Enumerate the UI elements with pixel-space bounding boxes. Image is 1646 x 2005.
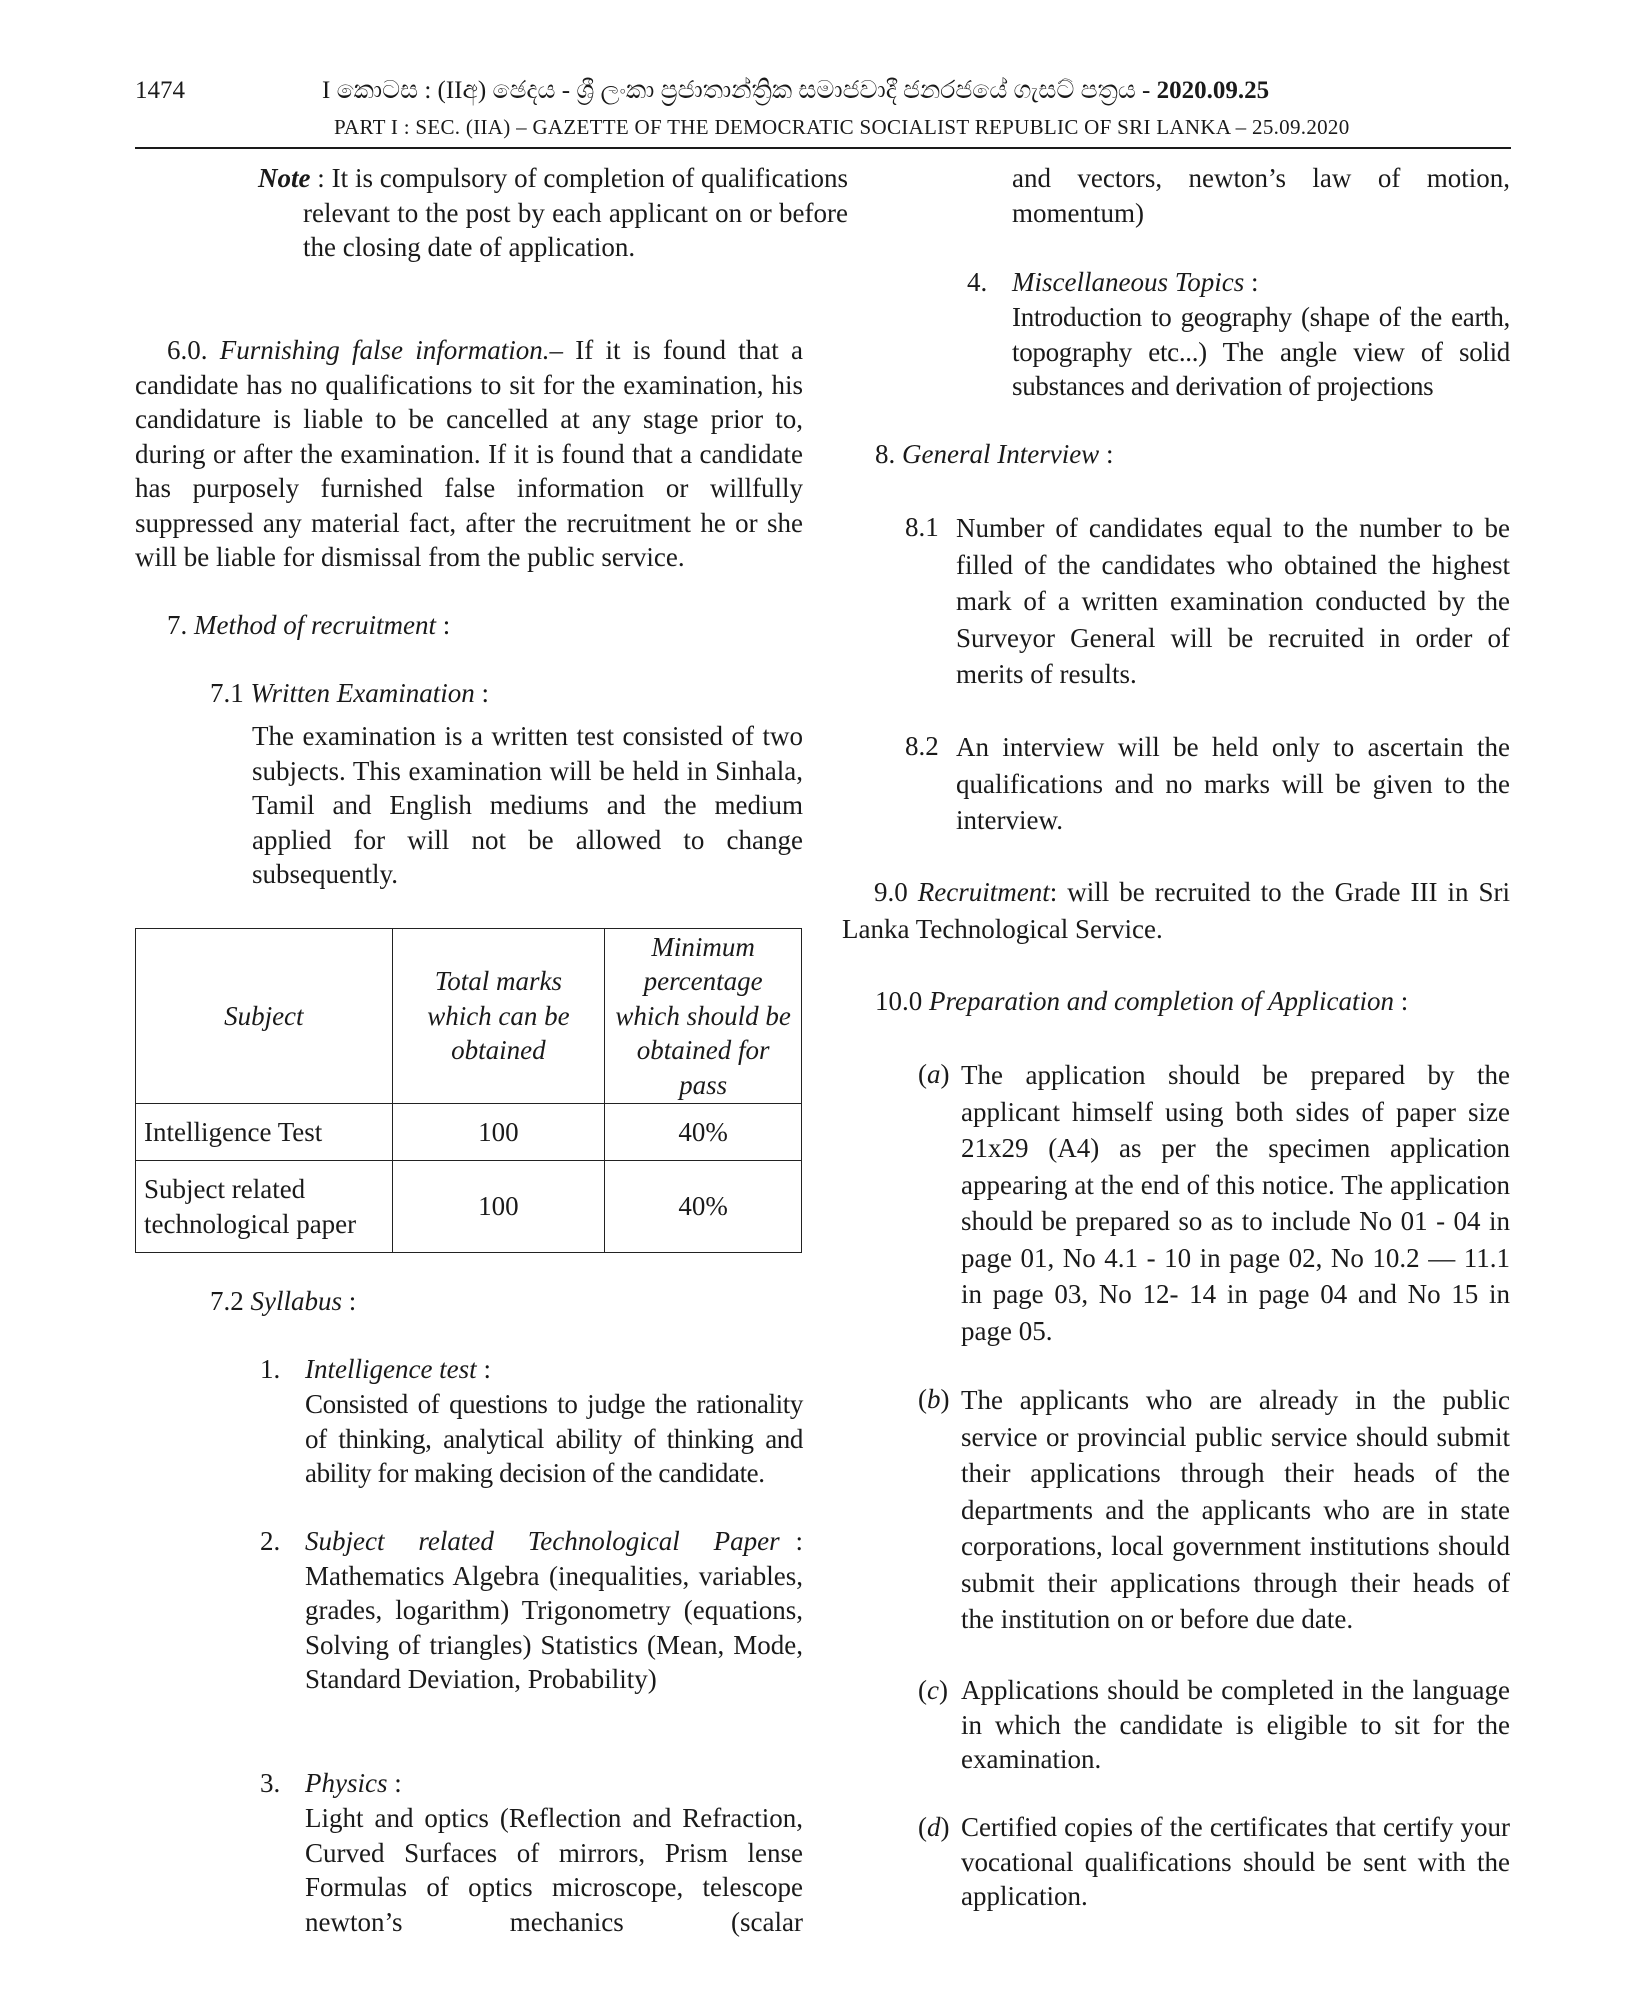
syllabus-item-2-paragraph <box>305 1524 803 1697</box>
section-8-number: 8. <box>875 439 902 469</box>
gazette-title-sinhala <box>322 74 1269 109</box>
section-7-1-text: The examination is a written test consisted of two subjects. This examination will be held in Sinhala, Tamil and English mediums and the medium applied for will not be allowed to change subsequently. <box>252 721 803 889</box>
syllabus-item-3-continuation: and vectors, newton’s law of motion, momentum) <box>1012 163 1510 228</box>
section-10-number: 10.0 <box>875 986 929 1016</box>
section-7-2-number: 7.2 <box>210 1286 251 1316</box>
section-7-2-title: Syllabus <box>250 1286 342 1316</box>
syllabus-item-1-number: 1. <box>260 1354 281 1384</box>
gazette-date-sinhala: 2020.09.25 <box>1156 77 1270 104</box>
item-c-text: Applications should be completed in the language in which the candidate is eligible to sit for the examination. <box>961 1675 1510 1774</box>
table-cell-total-marks: 100 <box>392 1104 605 1161</box>
syllabus-item-2-title: Subject related Technological Paper <box>305 1526 780 1556</box>
section-10-colon: : <box>1393 986 1409 1016</box>
item-d-label: (d) <box>918 1812 950 1842</box>
syllabus-item-1-title: Intelligence test <box>305 1354 477 1384</box>
section-9-title: Recruitment <box>917 877 1050 907</box>
section-7-1-number: 7.1 <box>210 678 251 708</box>
item-d-letter: d <box>927 1812 941 1842</box>
section-9-text: : will be recruited to the Grade III in Sri Lanka Technological Service. <box>842 877 1511 944</box>
item-c-letter: c <box>927 1675 939 1705</box>
section-7-colon: : <box>435 610 451 640</box>
table-cell-percentage: 40% <box>605 1161 802 1253</box>
item-b-letter: b <box>927 1384 941 1414</box>
item-a-label: (a) <box>918 1059 950 1089</box>
syllabus-item-4-colon: : <box>1244 267 1259 297</box>
section-6-text: – If it is found that a candidate has no qualifications to sit for the examination, his candidature is liable to be cancelled at any stage prior to, during or after the examination. If it is found that a candidate has purposely furnished false information or willfully suppressed any material fact, after the recruitment he or she will be liable for dismissal from the public service. <box>135 335 803 572</box>
table-cell-total-marks: 100 <box>392 1161 605 1253</box>
table-header-total-marks: Total marks which can be obtained <box>392 929 605 1104</box>
syllabus-item-1-colon: : <box>476 1354 491 1384</box>
gazette-title-sinhala-text: I කොටස : (IIඅ) ඡෙදය - ශ්‍රී ලංකා ප්‍රජාතාන්ත්‍රික සමාජවාදී ජනරජයේ ගැසට් පත්‍රය - <box>322 77 1151 104</box>
note-paragraph <box>258 161 848 265</box>
marks-table <box>135 928 802 1253</box>
table-header-row <box>136 929 802 1104</box>
table-cell-subject: Intelligence Test <box>136 1104 393 1161</box>
syllabus-item-3-title: Physics <box>305 1768 388 1798</box>
section-8-colon: : <box>1099 439 1114 469</box>
syllabus-item-4-number: 4. <box>967 267 988 297</box>
syllabus-item-2-number: 2. <box>260 1526 281 1556</box>
item-b-label: (b) <box>918 1384 950 1414</box>
section-8-2-number: 8.2 <box>905 731 939 761</box>
table-row <box>136 1104 802 1161</box>
item-b-text: The applicants who are already in the public service or provincial public service should submit their applications through their heads of the departments and the applicants who are in state corporations, local government institutions should submit their applications through their heads of the institution on or before due date. <box>961 1385 1510 1634</box>
section-7-1-title: Written Examination <box>250 678 475 708</box>
gazette-title-english: PART I : SEC. (IIA) – GAZETTE OF THE DEMOCRATIC SOCIALIST REPUBLIC OF SRI LANKA – 25.09.2020 <box>334 115 1350 139</box>
section-7-2-colon: : <box>342 1286 357 1316</box>
section-7-number: 7. <box>167 610 194 640</box>
table-header-subject: Subject <box>136 929 393 1104</box>
section-6-number: 6.0. <box>167 335 220 365</box>
section-7-title: Method of recruitment <box>194 610 436 640</box>
note-text: : It is compulsory of completion of qualifications relevant to the post by each applicant on or before the closing date of application. <box>303 163 848 262</box>
section-9-paragraph <box>842 874 1510 947</box>
item-d-text: Certified copies of the certificates that certify your vocational qualifications should be sent with the application. <box>961 1812 1510 1911</box>
section-8-1-text: Number of candidates equal to the number to be filled of the candidates who obtained the highest mark of a written examination conducted by the Surveyor General will be recruited in order of merits of results. <box>956 513 1510 689</box>
section-7-heading <box>167 608 450 643</box>
syllabus-item-2-text: Mathematics Algebra (inequalities, variables, grades, logarithm) Trigonometry (equations, Solving of triangles) Statistics (Mean, Mode, Standard Deviation, Probability) <box>305 1560 803 1694</box>
section-6-title: Furnishing false information. <box>219 335 550 365</box>
syllabus-item-4-text: Introduction to geography (shape of the earth, topography etc...) The angle view of solid substances and derivation of projections <box>1012 302 1510 401</box>
section-7-1-colon: : <box>474 678 489 708</box>
item-a-letter: a <box>927 1059 941 1089</box>
table-header-minimum-percentage: Minimum percentage which should be obtained for pass <box>605 929 802 1104</box>
header-rule <box>135 147 1511 149</box>
section-6-paragraph <box>135 333 803 575</box>
section-8-2-text: An interview will be held only to ascertain the qualifications and no marks will be given to the interview. <box>956 732 1510 835</box>
note-label: Note <box>258 163 311 193</box>
section-8-1-number: 8.1 <box>905 512 939 542</box>
syllabus-item-3-number: 3. <box>260 1768 281 1798</box>
section-8-title: General Interview <box>902 439 1100 469</box>
syllabus-item-1-text: Consisted of questions to judge the rationality of thinking, analytical ability of thinking and ability for making decision of the candidate. <box>305 1389 803 1488</box>
table-cell-subject: Subject related technological paper <box>136 1161 393 1253</box>
table-cell-percentage: 40% <box>605 1104 802 1161</box>
syllabus-item-4-heading <box>1012 265 1259 300</box>
syllabus-item-3-text: Light and optics (Reflection and Refraction, Curved Surfaces of mirrors, Prism lense Formulas of optics microscope, telescope newton’s mechanics (scalar <box>305 1803 803 1937</box>
syllabus-item-3-heading <box>305 1766 402 1801</box>
section-10-title: Preparation and completion of Application <box>929 986 1394 1016</box>
item-a-text: The application should be prepared by the applicant himself using both sides of paper size 21x29 (A4) as per the specimen application appearing at the end of this notice. The application should be prepared so as to include No 01 - 04 in page 01, No 4.1 - 10 in page 02, No 10.2 — 11.1 in page 03, No 12- 14 in page 04 and No 15 in page 05. <box>961 1060 1510 1346</box>
syllabus-item-3-colon: : <box>387 1768 402 1798</box>
syllabus-item-1-heading <box>305 1352 491 1387</box>
syllabus-item-4-title: Miscellaneous Topics <box>1012 267 1245 297</box>
section-8-heading <box>875 437 1113 472</box>
section-10-heading <box>875 984 1408 1019</box>
item-c-label: (c) <box>918 1675 948 1705</box>
table-row <box>136 1161 802 1253</box>
section-9-number: 9.0 <box>874 877 918 907</box>
syllabus-item-2-colon: : <box>779 1526 803 1556</box>
section-7-2-heading <box>210 1284 356 1319</box>
section-7-1-heading <box>210 676 489 711</box>
page-number: 1474 <box>135 77 185 104</box>
